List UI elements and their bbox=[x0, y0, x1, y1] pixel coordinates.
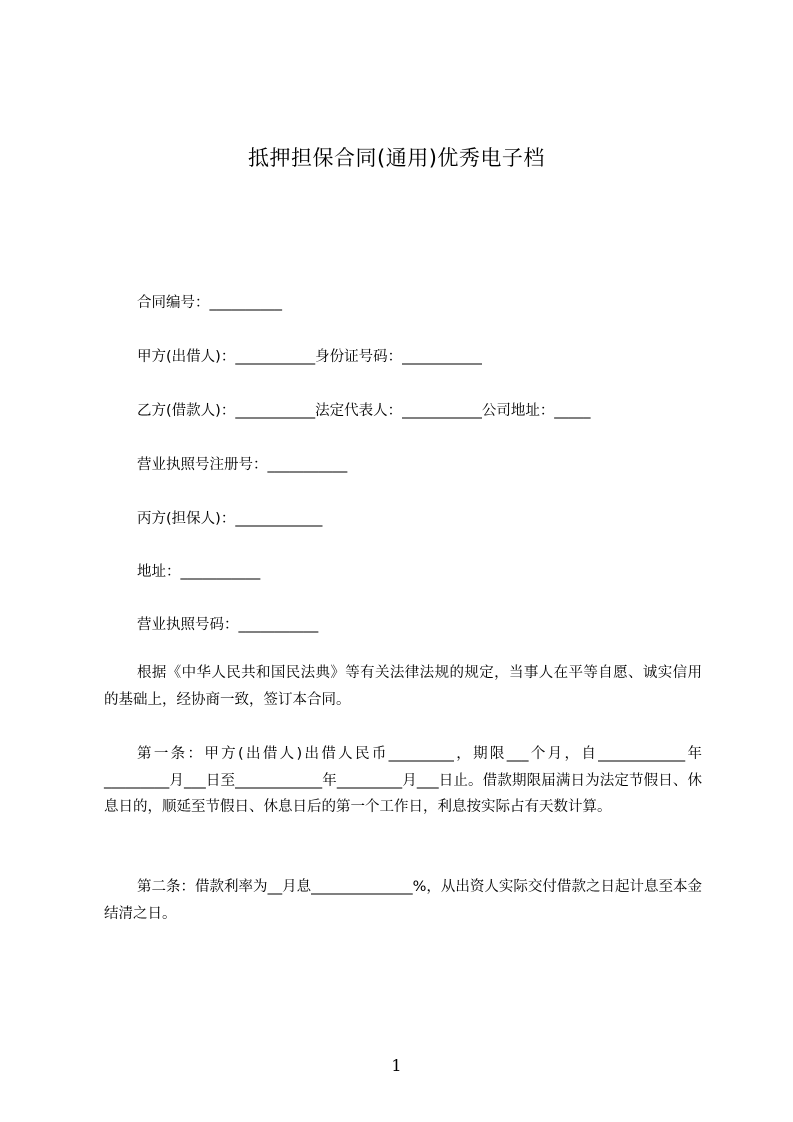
document-title: 抵押担保合同(通用)优秀电子档 bbox=[248, 146, 545, 170]
address-field: 地址：___________ bbox=[137, 564, 261, 580]
license-number-field: 营业执照号码：___________ bbox=[137, 617, 319, 633]
party-b-field: 乙方(借款人)：___________法定代表人：___________公司地址：_____ bbox=[137, 403, 591, 419]
article-2-paragraph: 第二条：借款利率为__月息______________%，从出资人实际交付借款之日起计息至本金结清之日。 bbox=[104, 879, 702, 922]
party-c-field: 丙方(担保人)：____________ bbox=[137, 511, 323, 527]
contract-number-field: 合同编号：__________ bbox=[137, 295, 282, 311]
license-registration-field: 营业执照号注册号：___________ bbox=[137, 457, 348, 473]
page-number: 1 bbox=[391, 1056, 402, 1075]
article-1-paragraph: 第一条：甲方(出借人)出借人民币_________，期限___个月，自____________年_________月___日至____________年_________月___日止。借款期限届满日为法定节假日、休息日的，顺延至节假日、休息日后的第一个工作日，利息按实际占有天数计算。 bbox=[104, 746, 702, 815]
preamble-paragraph: 根据《中华人民共和国民法典》等有关法律法规的规定，当事人在平等自愿、诚实信用的基础上，经协商一致，签订本合同。 bbox=[104, 665, 702, 708]
party-a-field: 甲方(出借人)：___________身份证号码：___________ bbox=[137, 349, 482, 365]
